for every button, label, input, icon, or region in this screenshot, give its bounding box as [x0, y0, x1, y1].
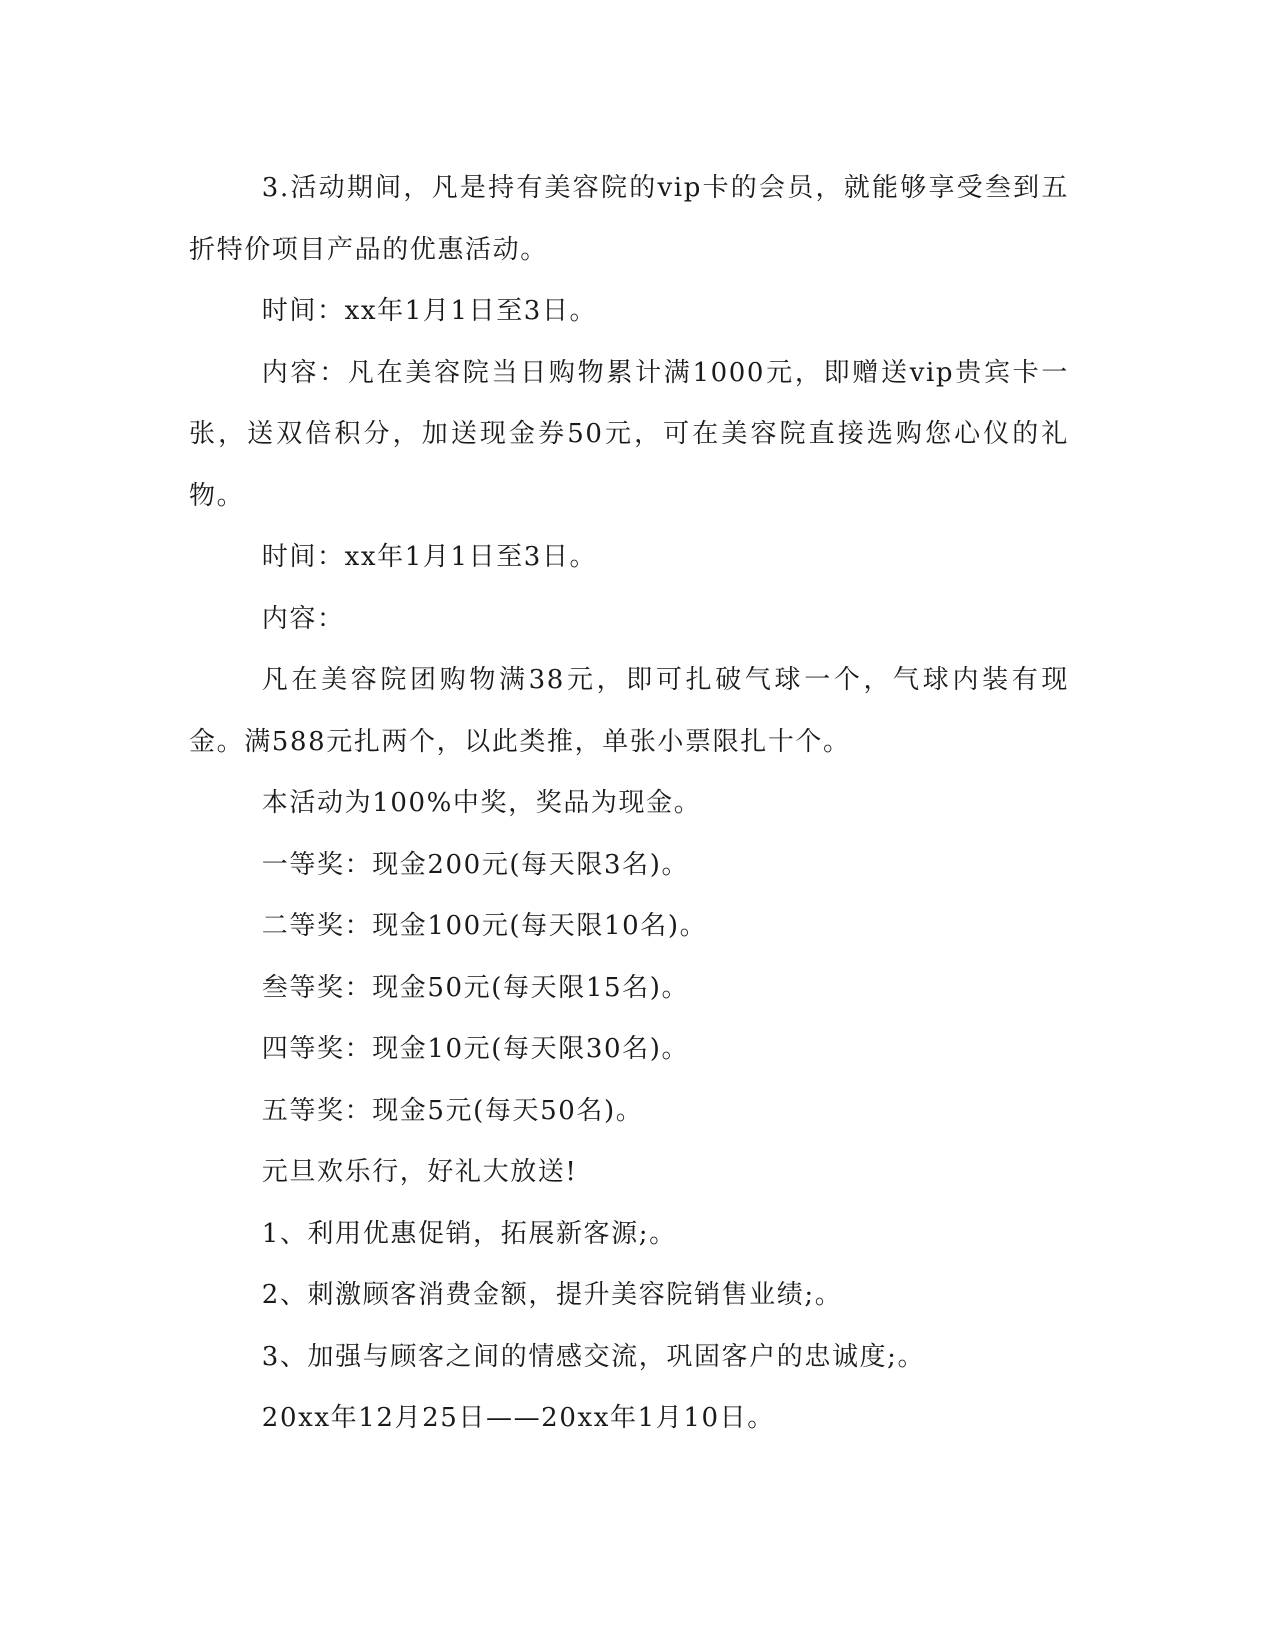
paragraph-slogan: 元旦欢乐行，好礼大放送! — [261, 1157, 578, 1187]
paragraph-content-label: 内容： — [261, 603, 345, 634]
paragraph-third-prize: 叁等奖：现金50元(每天限15名)。 — [261, 972, 690, 1003]
paragraph-goal-3: 3、加强与顾客之间的情感交流，巩固客户的忠诚度;。 — [261, 1341, 926, 1372]
paragraph-second-prize: 二等奖：现金100元(每天限10名)。 — [261, 911, 708, 941]
paragraph-content-gift-card: 内容：凡在美容院当日购物累计满1000元，即赠送vip贵宾卡一张，送双倍积分，加送现金券50元，可在美容院直接选购您心仪的礼物。 — [189, 357, 1069, 511]
paragraph-prize-note: 本活动为100%中奖，奖品为现金。 — [261, 788, 702, 818]
paragraph-first-prize: 一等奖：现金200元(每天限3名)。 — [261, 849, 690, 880]
paragraph-balloon-game: 凡在美容院团购物满38元，即可扎破气球一个，气球内装有现金。满588元扎两个，以此类推，单张小票限扎十个。 — [189, 665, 1069, 757]
paragraph-goal-2: 2、刺激顾客消费金额，提升美容院销售业绩;。 — [261, 1280, 843, 1310]
paragraph-goal-1: 1、利用优惠促销，拓展新客源;。 — [261, 1218, 677, 1249]
paragraph-time-2: 时间：xx年1月1日至3日。 — [261, 542, 598, 572]
paragraph-time-1: 时间：xx年1月1日至3日。 — [261, 296, 598, 326]
paragraph-fifth-prize: 五等奖：现金5元(每天50名)。 — [261, 1095, 644, 1126]
document-body — [189, 158, 1069, 1450]
paragraph-vip-discount: 3.活动期间，凡是持有美容院的vip卡的会员，就能够享受叁到五折特价项目产品的优惠活动。 — [189, 173, 1069, 265]
paragraph-date-range: 20xx年12月25日——20xx年1月10日。 — [261, 1403, 775, 1433]
paragraph-fourth-prize: 四等奖：现金10元(每天限30名)。 — [261, 1034, 690, 1064]
